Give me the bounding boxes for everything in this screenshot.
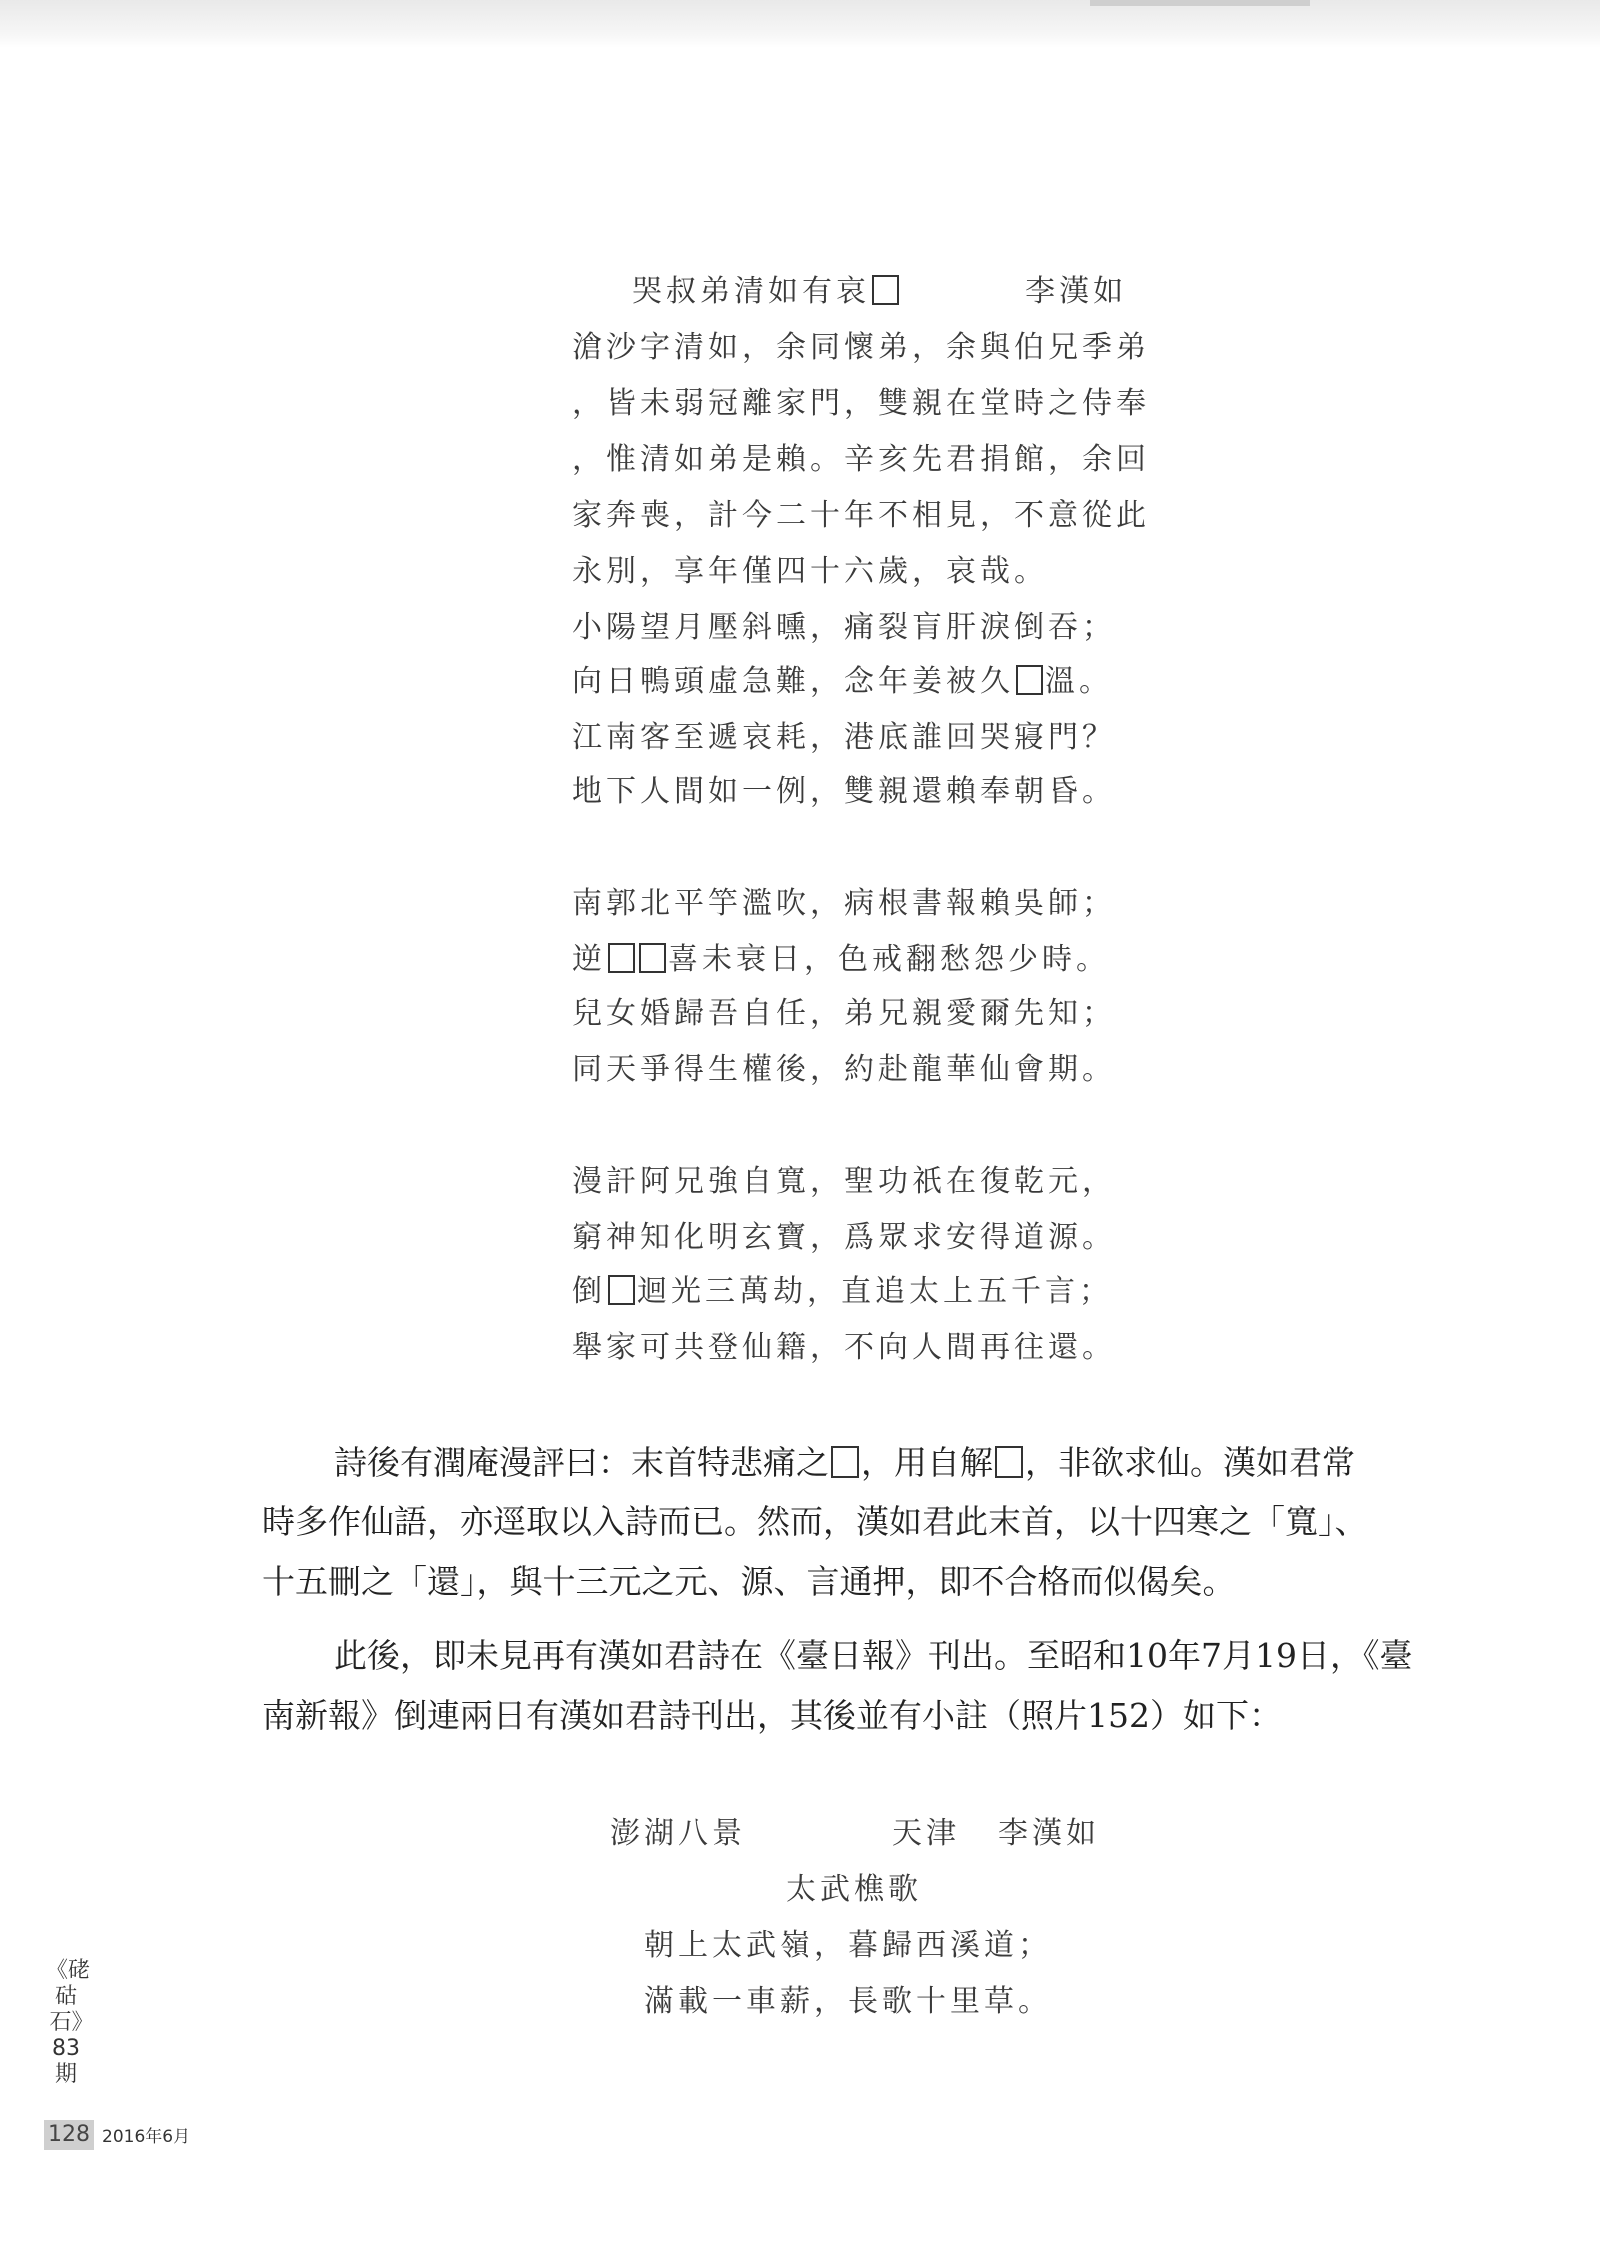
verse-text: 溫。 bbox=[1045, 664, 1113, 699]
missing-char-box bbox=[639, 943, 666, 973]
paragraph-text: 詩後有潤庵漫評曰：末首特悲痛之 bbox=[334, 1443, 829, 1482]
poem-1-title: 哭叔弟清如有哀 bbox=[632, 274, 870, 309]
poem-2-author: 李漢如 bbox=[998, 1816, 1100, 1851]
missing-char-box bbox=[831, 1446, 859, 1478]
verse-line: 地下人間如一例，雙親還賴奉朝昏。 bbox=[572, 774, 1116, 809]
page-number: 128 bbox=[44, 2120, 94, 2150]
paragraph-line bbox=[334, 1437, 1534, 1484]
poem-2-subtitle: 太武樵歌 bbox=[786, 1872, 922, 1907]
poem-2-title: 澎湖八景 bbox=[610, 1816, 746, 1851]
paragraph-line: 時多作仙語，亦逕取以入詩而已。然而，漢如君此末首，以十四寒之「寬」、 bbox=[262, 1502, 1368, 1541]
missing-char-box bbox=[608, 1275, 635, 1305]
verse-line: 同天爭得生權後，約赴龍華仙會期。 bbox=[572, 1052, 1116, 1087]
missing-char-box bbox=[995, 1446, 1023, 1478]
paragraph-line: 十五刪之「還」，與十三元之元、源、言通押，即不合格而似偈矣。 bbox=[262, 1562, 1236, 1601]
verse-line: 南郭北平竽濫吹，病根書報賴吳師； bbox=[572, 886, 1116, 921]
scan-top-shadow bbox=[0, 0, 1600, 48]
verse-line bbox=[572, 1266, 1113, 1310]
verse-line: 兒女婚歸吾自任，弟兄親愛爾先知； bbox=[572, 996, 1116, 1031]
paragraph-line: 南新報》倒連兩日有漢如君詩刊出，其後並有小註（照片152）如下： bbox=[262, 1696, 1282, 1735]
missing-char-box bbox=[1016, 665, 1043, 695]
poem-1-author: 李漢如 bbox=[1025, 274, 1128, 309]
verse-line bbox=[572, 934, 1110, 978]
verse-line: 朝上太武嶺，暮歸西溪道； bbox=[644, 1928, 1052, 1963]
verse-text: 向日鴨頭虛急難，念年姜被久 bbox=[572, 664, 1014, 699]
journal-name: 《硓𥑮石》83期 bbox=[46, 1958, 91, 2087]
verse-line: 江南客至遞哀耗，港底誰回哭寢門？ bbox=[572, 720, 1116, 755]
verse-text: 逆 bbox=[572, 942, 606, 977]
verse-line: 滿載一車薪，長歌十里草。 bbox=[644, 1984, 1052, 2019]
poem-1-title-line bbox=[632, 266, 1127, 310]
preface-line: 滄沙字清如，余同懷弟，余與伯兄季弟 bbox=[572, 330, 1150, 365]
verse-line bbox=[572, 656, 1113, 700]
missing-char-box bbox=[872, 275, 899, 305]
verse-line: 小陽望月壓斜曛，痛裂肓肝淚倒吞； bbox=[572, 610, 1116, 645]
scan-top-mark bbox=[1090, 0, 1310, 6]
paragraph-line: 此後，即未見再有漢如君詩在《臺日報》刊出。至昭和10年7月19日，《臺 bbox=[334, 1636, 1413, 1675]
preface-line: 家奔喪，計今二十年不相見，不意從此 bbox=[572, 498, 1150, 533]
verse-line: 漫訐阿兄強自寬，聖功祇在復乾元， bbox=[572, 1164, 1116, 1199]
paragraph-text: ，非欲求仙。漢如君常 bbox=[1025, 1443, 1355, 1482]
poem-2-place: 天津 bbox=[892, 1816, 960, 1851]
issue-date: 2016年6月 bbox=[102, 2127, 191, 2147]
verse-text: 迴光三萬劫，直追太上五千言； bbox=[637, 1274, 1113, 1309]
preface-line: ，皆未弱冠離家門，雙親在堂時之侍奉 bbox=[572, 386, 1150, 421]
verse-text: 倒 bbox=[572, 1274, 606, 1309]
paragraph-text: ，用自解 bbox=[861, 1443, 993, 1482]
verse-line: 窮神知化明玄寶，爲眾求安得道源。 bbox=[572, 1220, 1116, 1255]
verse-text: 喜未衰日，色戒翻愁怨少時。 bbox=[668, 942, 1110, 977]
preface-line: ，惟清如弟是賴。辛亥先君捐館，余回 bbox=[572, 442, 1150, 477]
missing-char-box bbox=[608, 943, 635, 973]
preface-line: 永別，享年僅四十六歲，哀哉。 bbox=[572, 554, 1048, 589]
verse-line: 舉家可共登仙籍，不向人間再往還。 bbox=[572, 1330, 1116, 1365]
